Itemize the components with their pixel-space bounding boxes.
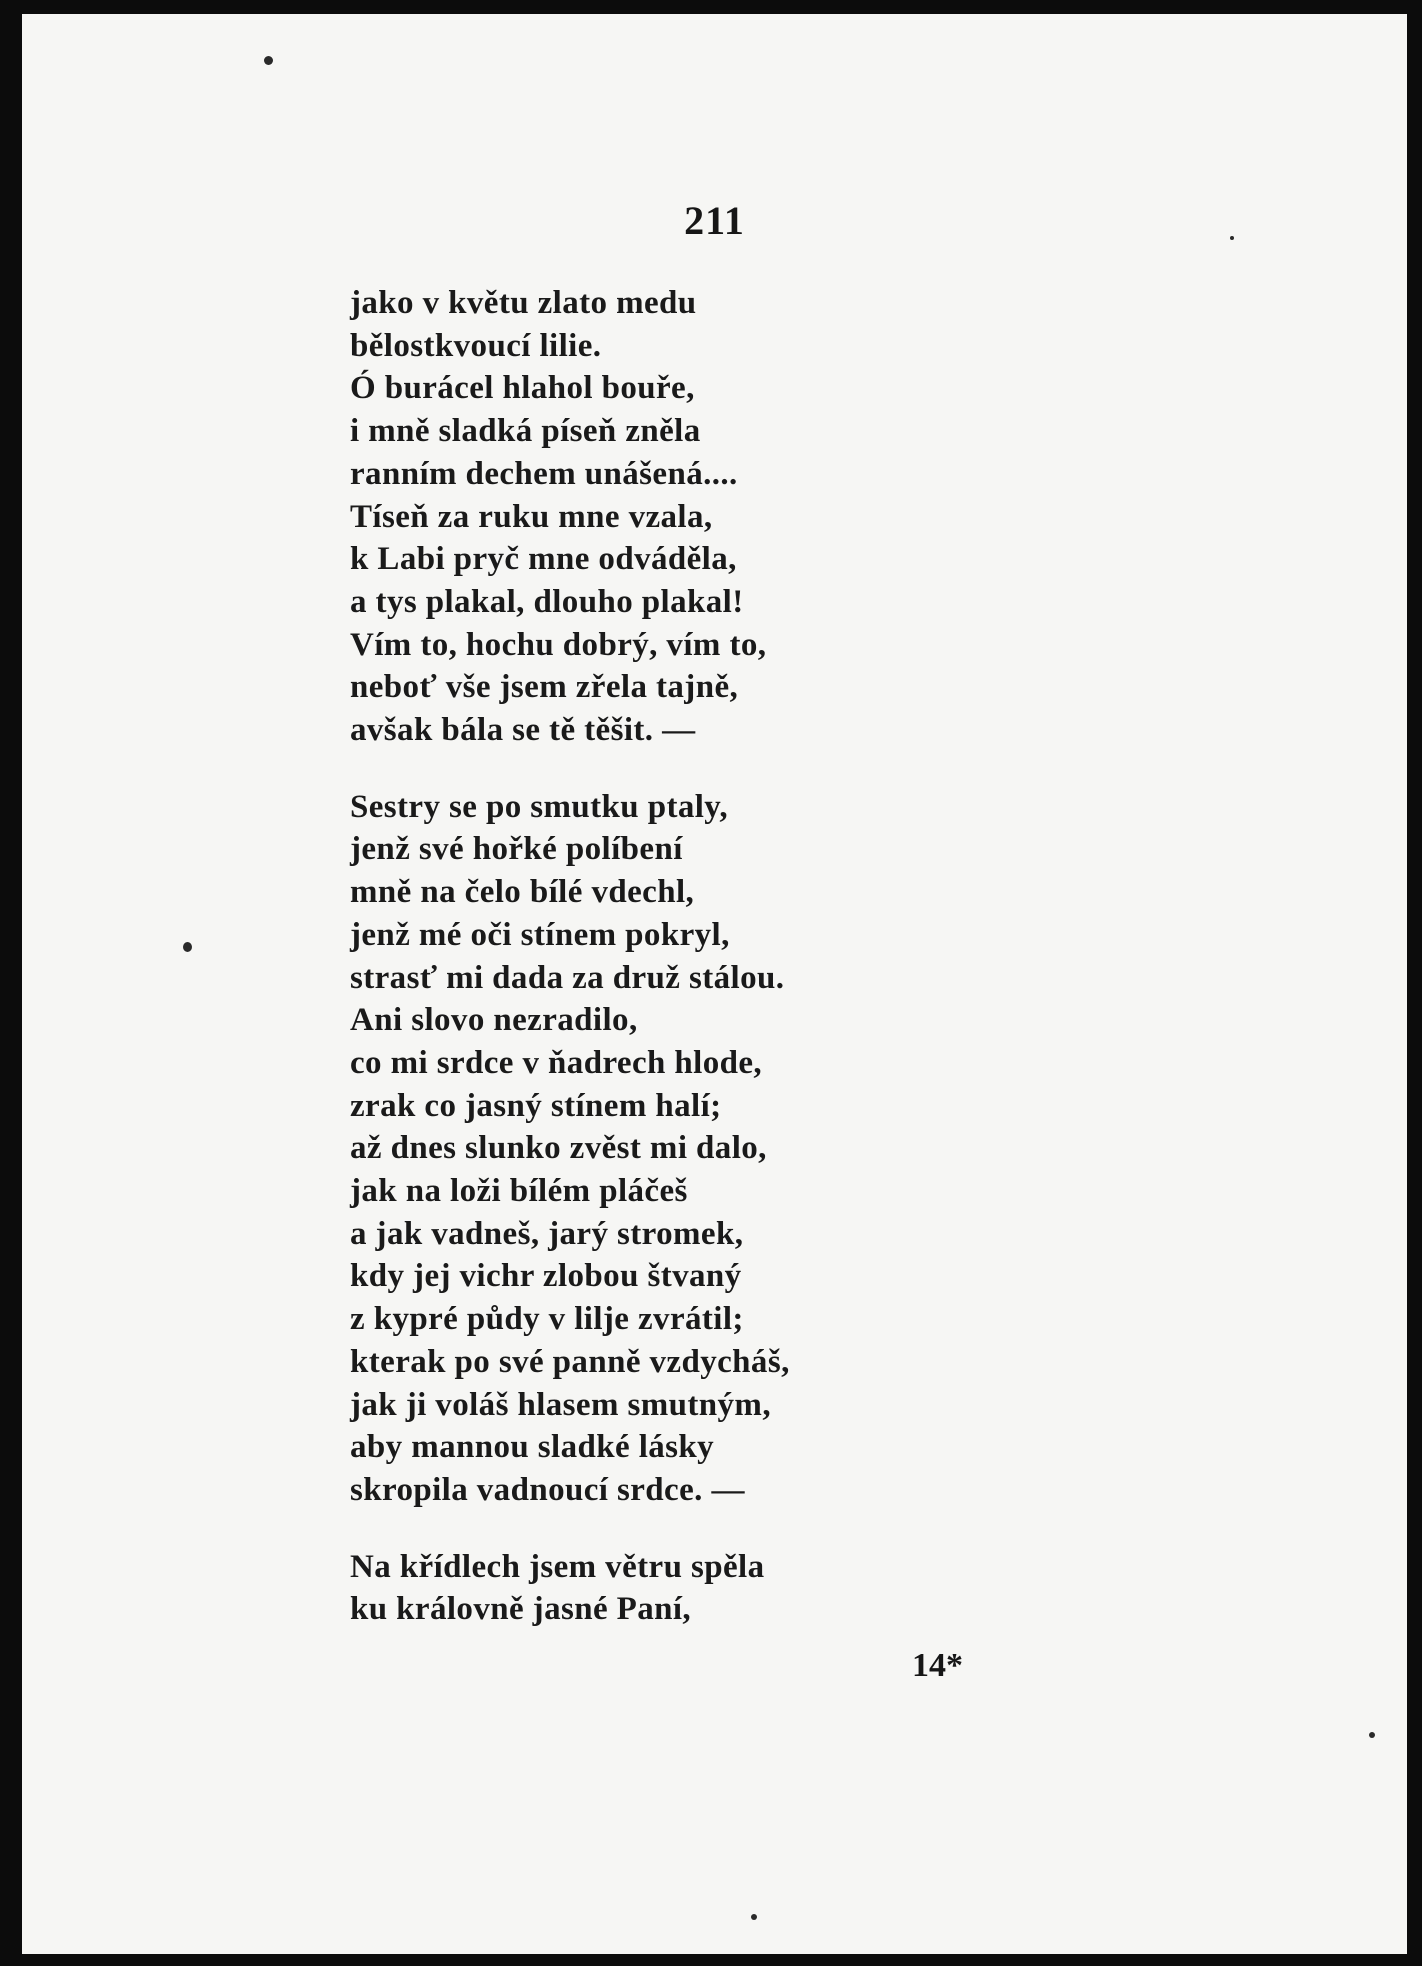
verse-line: kdy jej vichr zlobou štvaný (350, 1258, 742, 1295)
verse-line: avšak bála se tě těšit. — (350, 712, 696, 749)
verse-line: skropila vadnoucí srdce. — (350, 1471, 745, 1508)
stanza (350, 282, 970, 752)
stanza (350, 786, 970, 1512)
verse-line: Na křídlech jsem větru spěla (350, 1548, 765, 1585)
verse-line: mně na čelo bílé vdechl, (350, 874, 695, 911)
verse-line: co mi srdce v ňadrech hlode, (350, 1044, 763, 1081)
verse-line: a jak vadneš, jarý stromek, (350, 1215, 744, 1252)
verse-line: Vím to, hochu dobrý, vím to, (350, 626, 767, 663)
ink-speck (264, 56, 273, 65)
page-number: 211 (684, 198, 745, 243)
verse-line: strasť mi dada za druž stálou. (350, 959, 785, 996)
verse-line: jak na loži bílém pláčeš (350, 1173, 688, 1210)
verse-line: jenž své hořké políbení (350, 831, 683, 868)
verse-line: Sestry se po smutku ptaly, (350, 788, 729, 825)
ink-speck (751, 1914, 757, 1920)
verse-line: jenž mé oči stínem pokryl, (350, 916, 730, 953)
verse-line: ku královně jasné Paní, (350, 1591, 692, 1628)
verse-line: a tys plakal, dlouho plakal! (350, 583, 744, 620)
verse-line: ranním dechem unášená.... (350, 455, 738, 492)
stanza (350, 1546, 970, 1631)
verse-line: zrak co jasný stínem halí; (350, 1087, 722, 1124)
ink-speck (183, 942, 192, 952)
verse-line: i mně sladká píseň zněla (350, 413, 701, 450)
verse-line: Ó burácel hlahol bouře, (350, 370, 695, 407)
verse-line: jako v květu zlato medu (350, 285, 697, 321)
poem-text (350, 282, 970, 1631)
signature-mark: 14* (912, 1647, 963, 1684)
verse-line: kterak po své panně vzdycháš, (350, 1343, 790, 1380)
verse-line: k Labi pryč mne odváděla, (350, 541, 737, 578)
verse-line: aby mannou sladké lásky (350, 1429, 715, 1466)
verse-line: jak ji voláš hlasem smutným, (350, 1386, 771, 1423)
verse-line: bělostkvoucí lilie. (350, 327, 602, 364)
book-page (22, 14, 1407, 1954)
verse-line: z kypré půdy v lilje zvrátil; (350, 1301, 744, 1338)
ink-speck (1369, 1732, 1375, 1738)
verse-line: Ani slovo nezradilo, (350, 1002, 638, 1039)
verse-line: Tíseň za ruku mne vzala, (350, 498, 713, 535)
verse-line: neboť vše jsem zřela tajně, (350, 669, 739, 706)
verse-line: až dnes slunko zvěst mi dalo, (350, 1130, 767, 1167)
